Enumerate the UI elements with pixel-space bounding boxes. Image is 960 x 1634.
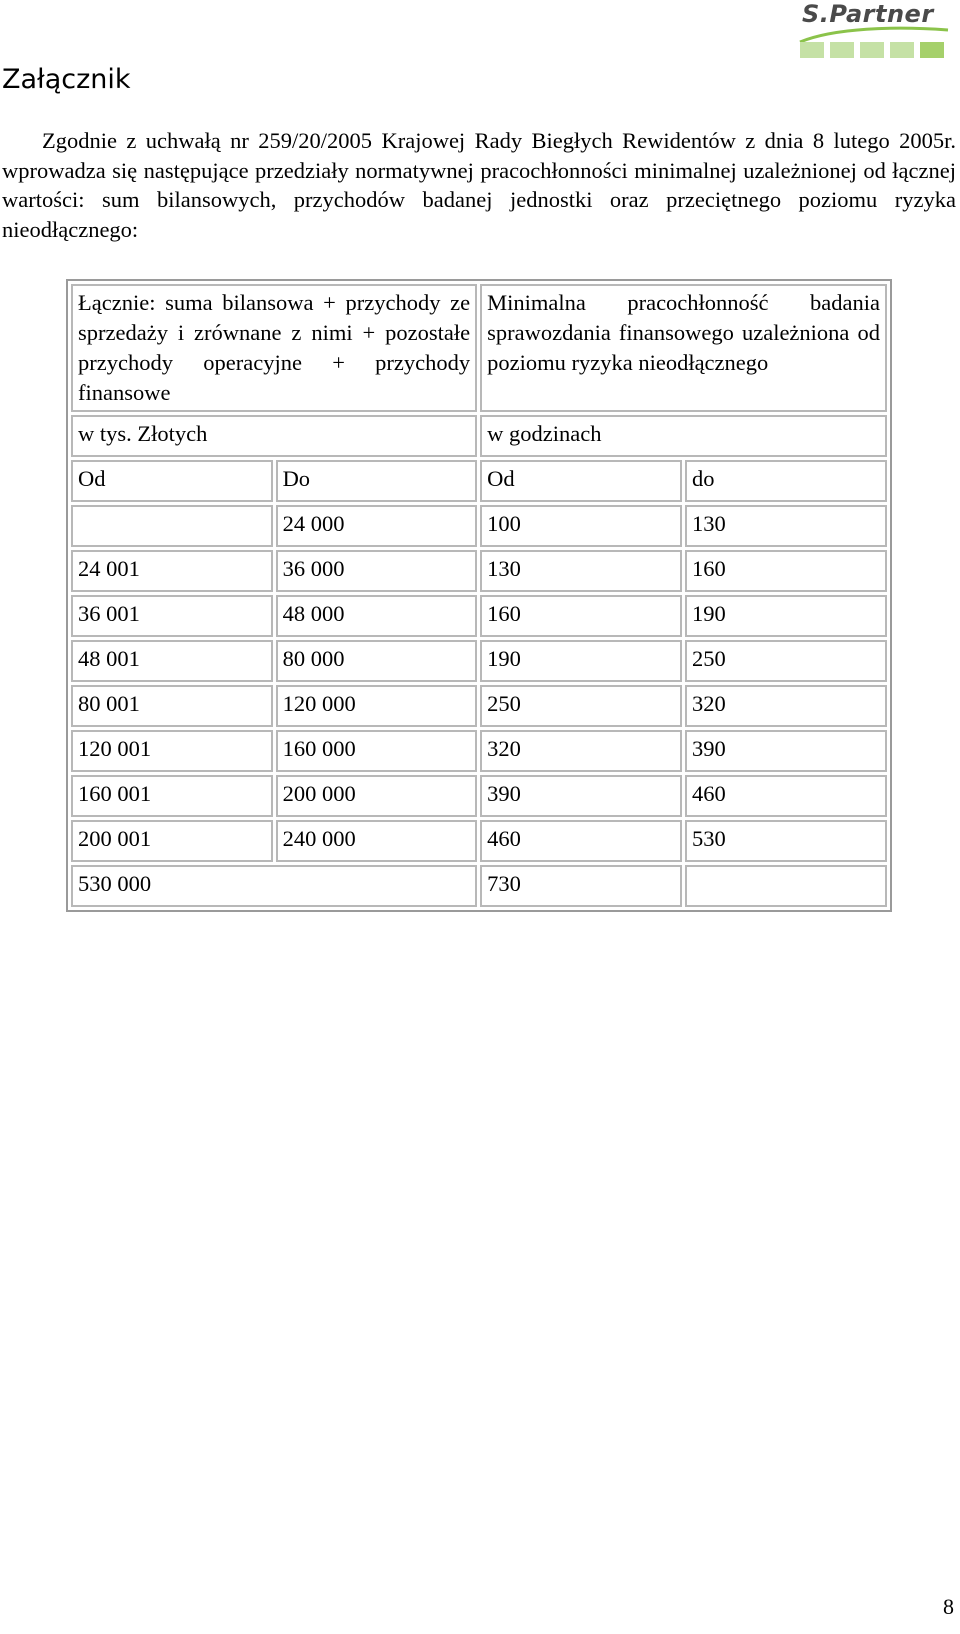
header-left-cell: Łącznie: suma bilansowa + przychody ze sprzedaży i zrównane z nimi + pozostałe przychody operacyjne + przychody finansowe	[71, 284, 477, 412]
cell-hours-to: 130	[685, 505, 887, 547]
unit-left-cell: w tys. Złotych	[71, 415, 477, 457]
table-row	[71, 505, 887, 547]
table-row	[71, 730, 887, 772]
col-header-from: Od	[71, 460, 273, 502]
cell-to: 80 000	[276, 640, 478, 682]
cell-from	[71, 505, 273, 547]
logo	[794, 2, 950, 60]
table-row	[71, 820, 887, 862]
header-right-cell: Minimalna pracochłonność badania sprawozdania finansowego uzależniona od poziomu ryzyka nieodłącznego	[480, 284, 887, 412]
workload-table	[66, 279, 892, 912]
cell-hours-to: 460	[685, 775, 887, 817]
cell-hours-to: 250	[685, 640, 887, 682]
cell-hours-from: 160	[480, 595, 682, 637]
cell-hours-to: 530	[685, 820, 887, 862]
col-header-hours-from: Od	[480, 460, 682, 502]
cell-to: 240 000	[276, 820, 478, 862]
cell-hours-from: 250	[480, 685, 682, 727]
cell-hours-from: 390	[480, 775, 682, 817]
table-row	[71, 775, 887, 817]
table-header-row	[71, 284, 887, 412]
cell-hours-from: 130	[480, 550, 682, 592]
cell-to: 120 000	[276, 685, 478, 727]
cell-hours-to: 190	[685, 595, 887, 637]
cell-to: 48 000	[276, 595, 478, 637]
cell-hours-to: 160	[685, 550, 887, 592]
intro-paragraph: Zgodnie z uchwałą nr 259/20/2005 Krajowej Rady Biegłych Rewidentów z dnia 8 lutego 2005r. wprowadza się następujące przedziały normatywnej pracochłonności minimalnej uzależnionej od łącznej wartości: sum bilansowych, przychodów badanej jednostki oraz przeciętnego poziomu ryzyka nieodłącznego:	[2, 128, 956, 242]
page-title: Załącznik	[2, 64, 131, 95]
table-row-last	[71, 865, 887, 907]
column-header-row	[71, 460, 887, 502]
col-header-to: Do	[276, 460, 478, 502]
cell-from: 48 001	[71, 640, 273, 682]
table-row	[71, 595, 887, 637]
table-row	[71, 550, 887, 592]
table-row	[71, 640, 887, 682]
cell-hours-to: 320	[685, 685, 887, 727]
cell-hours-to-empty	[685, 865, 887, 907]
cell-hours-from: 100	[480, 505, 682, 547]
cell-hours-from: 460	[480, 820, 682, 862]
cell-from: 120 001	[71, 730, 273, 772]
unit-row	[71, 415, 887, 457]
cell-from: 530 000	[71, 865, 477, 907]
cell-hours-from: 190	[480, 640, 682, 682]
cell-from: 200 001	[71, 820, 273, 862]
cell-from: 24 001	[71, 550, 273, 592]
col-header-hours-to: do	[685, 460, 887, 502]
cell-to: 160 000	[276, 730, 478, 772]
unit-right-cell: w godzinach	[480, 415, 887, 457]
cell-hours-from: 730	[480, 865, 682, 907]
cell-from: 160 001	[71, 775, 273, 817]
cell-from: 80 001	[71, 685, 273, 727]
cell-hours-from: 320	[480, 730, 682, 772]
table-row	[71, 685, 887, 727]
cell-to: 200 000	[276, 775, 478, 817]
cell-to: 36 000	[276, 550, 478, 592]
cell-from: 36 001	[71, 595, 273, 637]
logo-text: S.Partner	[802, 0, 934, 28]
cell-to: 24 000	[276, 505, 478, 547]
page-number: 8	[943, 1594, 954, 1619]
cell-hours-to: 390	[685, 730, 887, 772]
